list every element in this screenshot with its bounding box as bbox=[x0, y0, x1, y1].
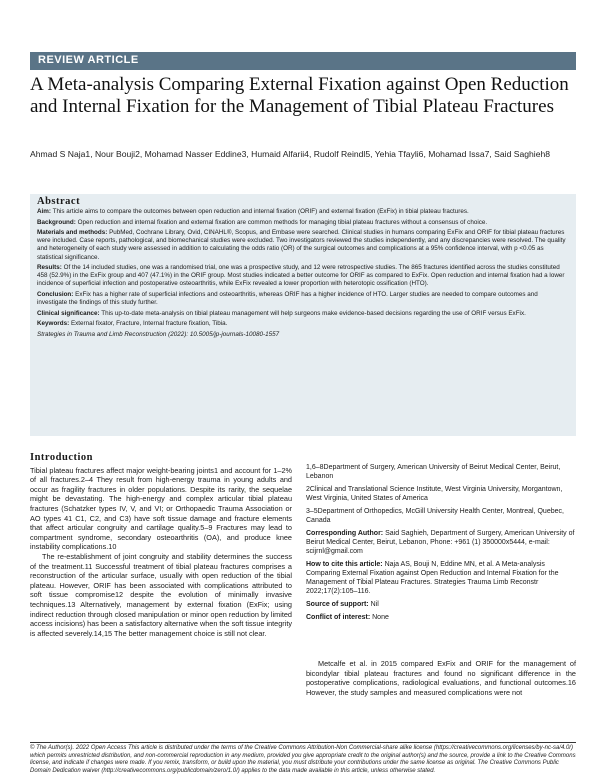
abstract-heading: Abstract bbox=[37, 196, 81, 207]
affiliation-1: 1,6–8Department of Surgery, American University of Beirut Medical Center, Beirut, Lebanon bbox=[306, 464, 561, 480]
article-type-banner: REVIEW ARTICLE bbox=[30, 52, 576, 70]
license-text: © The Author(s). 2022 Open Access This article is distributed under the terms of the Creative Commons Attribution-Non Commercial-share alike license (https://creativecommons.org/licenses/by-nc-sa/4.0/) which permits unrestricted distribution, and non-commercial reproduction in any medium, provided you give appropriate credit to the original author(s) and the source, provide a link to the Creative Commons license, and indicate if changes were made. If you remix, transform, or build upon the material, you must distribute your contributions under the same license as original. The Creative Commons Public Domain Dedication waiver (http://creativecommons.org/publicdomain/zero/1.0/) applies to the data made available in this article, unless otherwise stated. bbox=[30, 745, 576, 774]
intro-paragraph-3: Metcalfe et al. in 2015 compared ExFix and ORIF for the management of bicondylar tibial plateau fractures and found no significant difference in the postoperative complications, radiological evaluations, and functional outcomes.16 However, the study samples and measured complications were not bbox=[306, 659, 576, 697]
corresponding-author: Corresponding Author: Said Saghieh, Department of Surgery, American University of Beirut Medical Center, Beirut, Lebanon, Phone: +961 (1) 350000x5444, e-mail: scijrnl@gmail.com bbox=[306, 530, 575, 555]
introduction-section bbox=[30, 453, 292, 638]
abstract-background: Background: Open reduction and internal fixation and external fixation are common methods for managing tibial plateau fractures without a consensus of choice. bbox=[37, 218, 488, 226]
abstract-significance: Clinical significance: This up-to-date meta-analysis on tibial plateau management will help surgeons make evidence-based decisions regarding the use of ORIF versus ExFix. bbox=[37, 309, 526, 317]
conflict-of-interest: Conflict of interest: None bbox=[306, 614, 389, 621]
article-title: A Meta-analysis Comparing External Fixation against Open Reduction and Internal Fixation for the Management of Tibial Plateau Fractures bbox=[30, 74, 569, 117]
abstract-methods: Materials and methods: PubMed, Cochrane Library, Ovid, CINAHL®, Scopus, and Embase were searched. Clinical studies in humans comparing ExFix and ORIF for tibial plateau fractures were included. Case reports, pathological, and biomechanical studies were excluded. Two investigators reviewed the studies independently, and any discrepancies were resolved. The quality and heterogeneity of each study were assessed in addition to calculating the odds ratio (OR) of the surgical outcomes and complications at a 95% confidence interval, with p <0.05 as statistical significance. bbox=[37, 229, 566, 261]
abstract-results: Results: Of the 14 included studies, one was a randomised trial, one was a prospective study, and 12 were retrospective studies. The 865 fractures identified across the studies constituted 458 (52.9%) in the ExFix group and 407 (47.1%) in the ORIF group. Most studies indicated a better outcome for ORIF as compared to ExFix. Open reduction and internal fixation had a lower incidence of superficial infection and postoperative osteoarthritis, while ExFix revealed a lower proportion with heterotopic ossification (HTO). bbox=[37, 264, 565, 288]
affiliations-block bbox=[306, 463, 576, 626]
affiliation-3: 3–5Department of Orthopedics, McGill University Health Center, Montreal, Quebec, Canada bbox=[306, 508, 564, 524]
article-citation: Strategies in Trauma and Limb Reconstruction (2022): 10.5005/jp-journals-10080-1557 bbox=[37, 330, 280, 338]
abstract-aim: Aim: This article aims to compare the outcomes between open reduction and internal fixation (ORIF) and external fixation (ExFix) in tibial plateau fractures. bbox=[37, 208, 469, 216]
author-list: Ahmad S Naja1, Nour Bouji2, Mohamad Nasser Eddine3, Humaid Alfarii4, Rudolf Reindl5, Yehia Tfayli6, Mohamad Issa7, Said Saghieh8 bbox=[30, 149, 551, 159]
intro-paragraph-1: Tibial plateau fractures affect major weight-bearing joints1 and account for 1–2% of all fractures.2–4 They result from high-energy trauma in young adults and occur as fragility fractures in older populations. Despite its rarity, the sequelae might be devastating. The high-energy and complex articular tibial plateau fractures (Schatzker types IV, V, and VI; or Orthopaedic Trauma Association or AO types 41 C1, C2, and C3) have soft tissue damage and fracture elements that affect articular congruity and cartilage quality.5–9 Fractures may lead to compartment syndrome, secondary osteoarthritis (OA), and produce knee instability complications.10 bbox=[30, 465, 292, 552]
abstract-keywords: Keywords: External fixator, Fracture, Internal fracture fixation, Tibia. bbox=[37, 320, 228, 328]
introduction-heading: Introduction bbox=[30, 452, 93, 463]
source-of-support: Source of support: Nil bbox=[306, 601, 379, 608]
intro-paragraph-2: The re-establishment of joint congruity and stability determines the success of the treatment.11 Successful treatment of tibial plateau fractures comprises a reconstruction of the articular surface, usually with open reduction of the tibial plateau. However, ORIF has been associated with complications attributed to soft tissue compromise12 despite the evolution of minimally invasive techniques.13 Alternatively, management by external fixation (ExFix; using indirect reduction through closed manipulation or minor open reduction by limited access incisions) has been a satisfactory alternative when the soft tissue integrity is affected severely.14,15 The better management choice is still not clear. bbox=[30, 551, 293, 638]
footer-divider bbox=[30, 742, 576, 743]
affiliation-2: 2Clinical and Translational Science Institute, West Virginia University, Morgantown, West Virginia, United States of America bbox=[306, 486, 563, 502]
abstract-box bbox=[30, 194, 576, 436]
abstract-conclusion: Conclusion: ExFix has a higher rate of superficial infections and osteoarthritis, whereas ORIF has a higher incidence of HTO. Larger studies are needed to compare outcomes and investigate the findings of this study further. bbox=[37, 290, 538, 307]
how-to-cite: How to cite this article: Naja AS, Bouji N, Eddine MN, et al. A Meta-analysis Comparing External Fixation against Open Reduction and Internal Fixation for the Management of Tibial Plateau Fractures. Strategies Trauma Limb Reconstr 2022;17(2):105–116. bbox=[306, 561, 559, 595]
